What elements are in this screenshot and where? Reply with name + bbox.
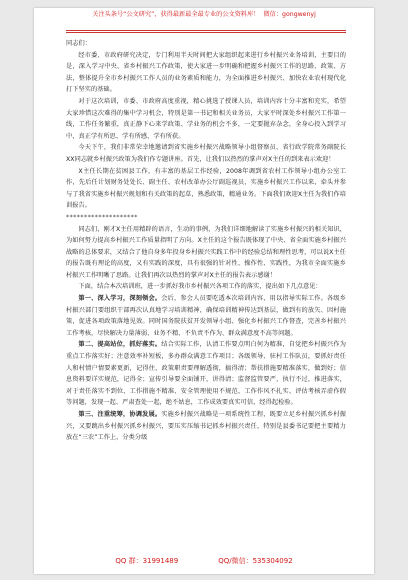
paragraph-point-one bbox=[66, 293, 346, 339]
point-two-heading: 第二、提高站位，抓好落实。 bbox=[78, 341, 162, 349]
greeting: 同志们： bbox=[66, 40, 91, 47]
point-three-text: 实施乡村振兴战略是一项系统性工程，既要立足乡村振兴抓乡村振兴，又要跳出乡村振兴抓乡村振兴，要压实压缩书记抓乡村振兴责任，特别是县委书记要把主要精力放在“三农”工作上，分类分级 bbox=[66, 411, 346, 442]
paragraph-speaker-bio: X主任长期在贫困县工作，有丰富的基层工作经验，2008年调到省农村工作领导小组办公室工作，先后任计划财务处处长、副主任、农村改革办公厅副巡视员，实施乡村振兴工作以来，牵头并参与了我省实施乡村振兴规划和有关政策的起草，熟悉政策，精通业务。下面我们欢迎X主任为我们作培训报告。 bbox=[66, 167, 346, 210]
paragraph-opinions-intro: 下面，结合本次培训班，进一步抓好我市乡村振兴各项工作的落实，提出如下几点意见： bbox=[78, 283, 322, 291]
document-footer bbox=[34, 556, 374, 566]
section-separator: ******************** bbox=[66, 213, 138, 221]
header-divider-thin bbox=[66, 32, 346, 33]
point-three-heading: 第三、注重统筹，协调发展。 bbox=[78, 411, 162, 418]
header-divider bbox=[66, 30, 346, 31]
paragraph-point-three bbox=[66, 409, 346, 444]
paragraph-speech-summary: 同志们，刚才X主任用精辟的语言，生动的事例，为我们详细地解读了实施乡村振兴的相关知识，为如何努力提高乡村振兴工作质量指明了方向。X主任的这个报告既体现了中央、省全面实施乡村振兴战略的总体要求，又结合了他自身多年投身乡村振兴实践工作中的经验总结和理性思考，可以说X主任的报告既有理论的高度，又有实践的深度，具有很强的针对性、操作性、实践性，为我市全面实施乡村振兴工作明晰了思路。让我们再次以热烈的掌声对X主任的报告表示感谢！ bbox=[66, 225, 346, 279]
footer-qq-group: QQ 群：31991489 bbox=[115, 557, 179, 565]
paragraph-point-two bbox=[66, 339, 346, 409]
header-promo-text: 关注头条号“公文研究”，获得最新最全最专业的公文资料库！ bbox=[92, 11, 260, 18]
footer-qq-wechat: QQ/微信：535304092 bbox=[218, 557, 293, 565]
header-wechat-text: 微信：gongwenyj bbox=[263, 11, 316, 18]
document-header bbox=[34, 10, 374, 20]
document-body bbox=[66, 38, 346, 444]
point-two-text: 结合实际工作，认清工作要点明白何为精准，自觉把乡村振兴作为重点工作落实好；注意效率补短板，多办群众满意工作项目；各级领导、驻村工作队员，要抓好责任人和村情户情要素更新，记得住，政策职责要理解透彻，搞得清；帮扶措施要精准落实，做到好；信息资料要详实规范，记得全；宣传引导要全面铺开，讲得清；监督监管要严，执行不过，推进落实，对于责任落实不到位、工作措施不精准、安全管理使用不规范、工作作风不扎实、评估考核弄虚作假等问题，发现一起、严肃查处一起，绝不姑息，工作成效要真实可信，经得起检验。 bbox=[66, 341, 346, 407]
paragraph-intro: 经市委、市政府研究决定，专门利用半天时间把大家组织起来进行乡村振兴业务培训，主要目的是，深入学习中央、省乡村振兴工作政策，使大家进一步明确和把握乡村振兴工作的思路、政策、方法，整体提升全市乡村振兴工作人员的业务素质和能力，为全面推进乡村振兴、加快农业农村现代化打下坚实的基础。 bbox=[66, 51, 346, 94]
paragraph-speaker-welcome: 今天下午，我们非常荣幸地邀请到省实施乡村振兴战略领导小组督察员、省行政学院常务副院长XX同志就乡村振兴政策为我们作专题讲座。首先，让我们以热烈的掌声对X主任的到来表示欢迎！ bbox=[66, 144, 346, 163]
point-one-text: 会后，参会人员要吃透本次培训内容，用以指导实际工作。各级乡村振兴部门要组织干部再次认真地学习培训精神，确保培训精神传达到基层，做到有的放矢、因村施策，促进各项政策落地见效。同时国务院扶贫开发领导小组、强化乡村振兴工作督查，完善乡村振兴工作考核，尽快解决力量薄弱、业务不精、不负责不作为、群众满意度不高等问题。 bbox=[66, 295, 346, 337]
point-one-heading: 第一、深入学习，深刻领会。 bbox=[78, 295, 162, 303]
document-page bbox=[34, 8, 374, 574]
paragraph-training-importance: 对于这次培训，市委、市政府高度重视，精心挑选了授课人员，培训内容十分丰富和充实，希望大家珍惜这次难得的集中学习机会，特别是第一书记和相关业务员，大家平时深处乡村振兴工作第一线，工作任务繁重，真正静下心来学政策、学业务的机会不多，一定要抛弃杂念，全身心投入到学习中，真正学有所思、学有所感、学有所获。 bbox=[66, 97, 346, 140]
